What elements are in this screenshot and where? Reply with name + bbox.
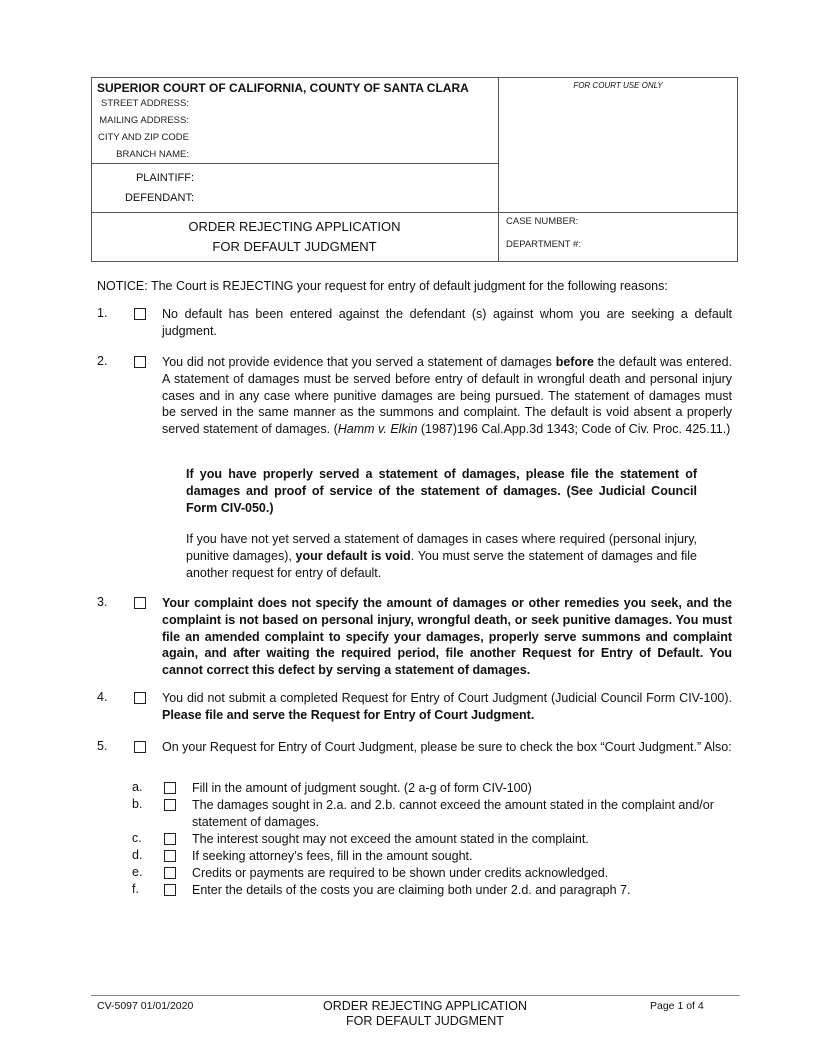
divider [91,212,738,213]
text-segment: Your complaint does not specify the amount of damages or other remedies you seek, and the complaint is not based on personal injury, wrongful death, or seek punitive damages. You must file an amended complaint to specify your damages, properly serve summons and complaint again, and after waiting the required period, file another Request for Entry of Default. You cannot correct this defect by serving a statement of damages. [162,596,732,678]
plaintiff-label: PLAINTIFF: [135,172,194,184]
text-segment: If you have not yet served a statement of damages in cases where required (personal injury, punitive damages), [186,532,697,563]
item-text-5 [162,739,732,756]
subitem-letter: f. [132,882,139,896]
subitem-letter: a. [132,780,143,794]
text-segment: the default was entered. A statement of damages must be served before entry of default in wrongful death and personal injury cases and in any case where punitive damages are being pursued. The statement of damages must be served in the same manner as the summons and complaint. The default is void absent a properly served statement of damages. ( [162,355,732,437]
branch-name-label: BRANCH NAME: [116,149,189,160]
subitem-text: The damages sought in 2.a. and 2.b. cannot exceed the amount stated in the complaint and/or statement of damages. [192,798,714,829]
item-text-2 [162,354,732,438]
item-number: 3. [97,595,108,609]
item-text-3 [162,595,732,679]
text-segment: On your Request for Entry of Court Judgment, please be sure to check the box “Court Judgment.” Also: [162,740,732,754]
subitem-text: The interest sought may not exceed the amount stated in the complaint. [192,832,589,846]
text-segment: before [555,355,594,369]
text-segment: You did not provide evidence that you served a statement of damages [162,355,556,369]
subitem-checkbox-c[interactable] [164,833,176,845]
street-address-label: STREET ADDRESS: [101,98,189,109]
text-segment: If you have properly served a statement of damages, please file the statement of damages and proof of service of the statement of damages. (See Judicial Council Form CIV-050.) [186,467,697,515]
page-number: Page 1 of 4 [650,1000,704,1012]
text-segment: your default is void [295,548,411,563]
item2-note [186,466,697,516]
footer-divider [91,995,740,996]
department-label: DEPARTMENT #: [506,239,581,250]
subitem-checkbox-e[interactable] [164,867,176,879]
city-zip-label: CITY AND ZIP CODE [98,132,189,143]
case-number-label: CASE NUMBER: [506,216,579,227]
subitem-checkbox-b[interactable] [164,799,176,811]
notice-text: NOTICE: The Court is REJECTING your request for entry of default judgment for the following reasons: [97,279,668,293]
form-title [91,217,498,257]
defendant-label: DEFENDANT: [124,192,194,204]
text-segment: Please file and serve the Request for Entry of Court Judgment. [162,707,535,722]
text-segment: Hamm v. Elkin [337,422,418,437]
item-number: 5. [97,739,108,753]
item-text-4 [162,690,732,724]
divider [498,77,499,262]
subitem-text: If seeking attorney’s fees, fill in the amount sought. [192,849,473,863]
item-number: 2. [97,354,108,368]
court-use-only-label: FOR COURT USE ONLY [573,81,663,90]
form-title-line2: FOR DEFAULT JUDGMENT [212,239,377,254]
item-checkbox-5[interactable] [134,741,146,753]
subitem-letter: c. [132,831,142,845]
item-number: 1. [97,306,108,320]
text-segment: . You must serve the statement of damages and file another request for entry of default. [186,548,697,580]
footer-title [260,999,590,1029]
subitem-text: Credits or payments are required to be shown under credits acknowledged. [192,866,609,880]
subitem-checkbox-f[interactable] [164,884,176,896]
subitem-letter: d. [132,848,143,862]
form-number: CV-5097 01/01/2020 [97,1000,194,1012]
subitem-text: Enter the details of the costs you are claiming both under 2.d. and paragraph 7. [192,883,631,897]
form-title-line1: ORDER REJECTING APPLICATION [188,219,401,234]
item-checkbox-3[interactable] [134,597,146,609]
footer-title-line2: FOR DEFAULT JUDGMENT [346,1014,504,1028]
text-segment: (1987)196 Cal.App.3d 1343; Code of Civ. Proc. 425.11.) [417,422,731,437]
item-text-1 [162,306,732,340]
item-checkbox-4[interactable] [134,692,146,704]
item-checkbox-2[interactable] [134,356,146,368]
subitem-checkbox-a[interactable] [164,782,176,794]
court-name: SUPERIOR COURT OF CALIFORNIA, COUNTY OF SANTA CLARA [97,81,469,95]
subitem-text: Fill in the amount of judgment sought. (2 a-g of form CIV-100) [192,781,532,795]
item-checkbox-1[interactable] [134,308,146,320]
item-number: 4. [97,690,108,704]
subitem-checkbox-d[interactable] [164,850,176,862]
footer-title-line1: ORDER REJECTING APPLICATION [323,999,527,1013]
divider [91,163,498,164]
text-segment: You did not submit a completed Request for Entry of Court Judgment (Judicial Council Form CIV-100). [162,691,732,705]
subitem-letter: b. [132,797,143,811]
text-segment: No default has been entered against the defendant (s) against whom you are seeking a default judgment. [162,307,732,338]
subitem-letter: e. [132,865,143,879]
mailing-address-label: MAILING ADDRESS: [99,115,189,126]
item2-note [186,531,697,581]
